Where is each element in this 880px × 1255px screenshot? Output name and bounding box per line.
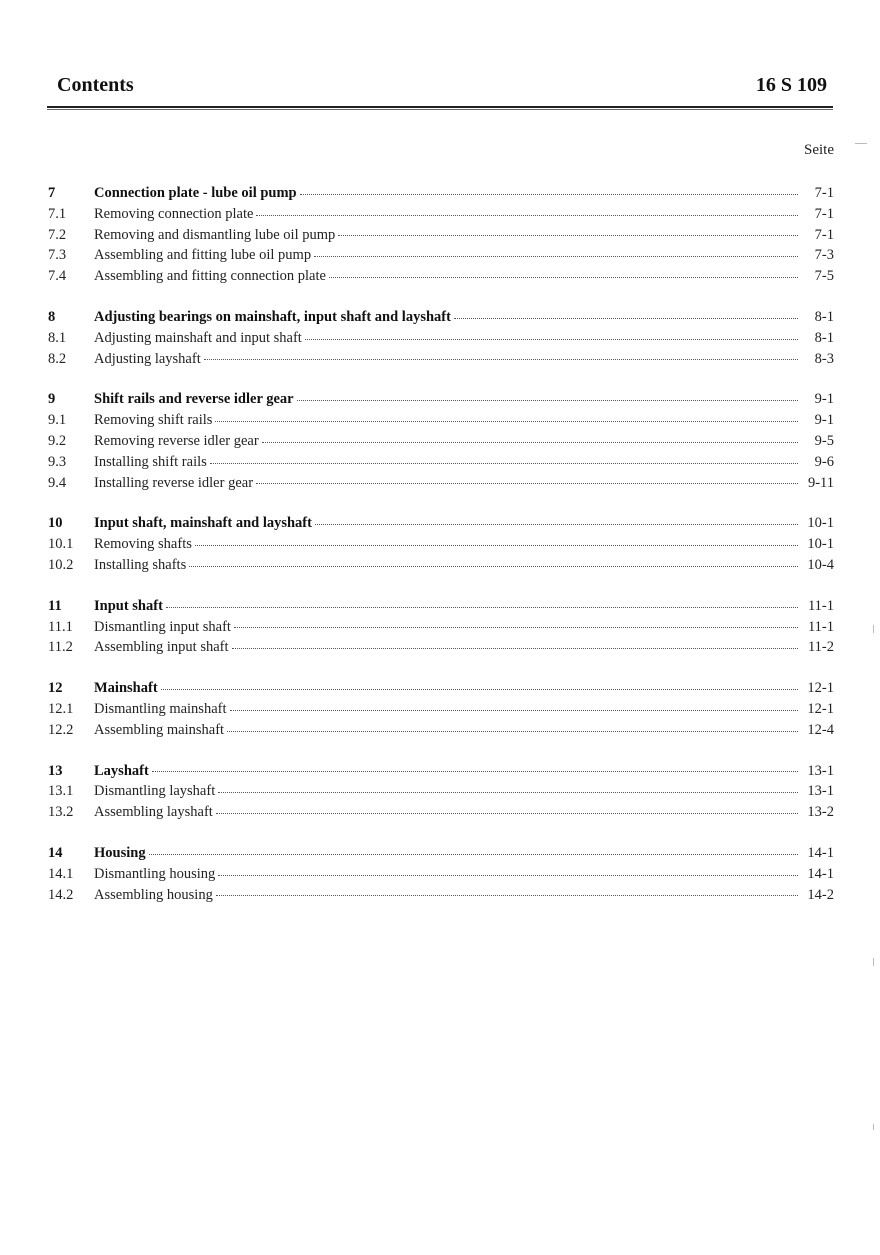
toc-chapter-entry[interactable] [48,389,834,410]
entry-number: 14.2 [48,886,74,903]
toc-section [48,389,834,493]
scan-artifact [873,625,874,633]
entry-page-number: 13-1 [807,783,834,800]
entry-page-number: 8-1 [814,308,834,325]
entry-number: 9.2 [48,432,67,449]
toc-section [48,761,834,823]
entry-number: 14 [48,844,63,861]
entry-page-number: 11-2 [807,639,834,656]
entry-number: 7.4 [48,268,67,285]
entry-page-number: 9-1 [814,391,834,408]
dot-leader [454,317,798,319]
page-header [57,74,827,104]
entry-title: Mainshaft [94,680,158,697]
dot-leader [256,482,798,484]
entry-number: 7.2 [48,226,67,243]
entry-number: 9.4 [48,474,67,491]
dot-leader [256,214,798,216]
entry-title: Dismantling input shaft [94,618,231,635]
toc-chapter-entry[interactable] [48,513,834,534]
dot-leader [149,853,798,855]
entry-page-number: 12-1 [807,700,834,717]
toc-subsection-entry[interactable] [48,204,834,225]
dot-leader [216,812,798,814]
toc-subsection-entry[interactable] [48,349,834,370]
toc-subsection-entry[interactable] [48,781,834,802]
toc-subsection-entry[interactable] [48,473,834,494]
entry-number: 13.2 [48,804,74,821]
toc-subsection-entry[interactable] [48,617,834,638]
toc-subsection-entry[interactable] [48,328,834,349]
page-column-label: Seite [804,142,834,158]
dot-leader [338,234,798,236]
dot-leader [227,730,798,732]
entry-title: Connection plate - lube oil pump [94,185,297,201]
entry-page-number: 10-1 [807,536,834,553]
dot-leader [297,399,798,401]
entry-page-number: 10-4 [807,556,834,573]
scan-artifact [873,958,874,966]
entry-number: 8 [48,308,56,325]
entry-title: Dismantling housing [94,865,216,882]
entry-number: 7.3 [48,247,67,264]
toc-subsection-entry[interactable] [48,452,834,473]
entry-title: Assembling input shaft [94,639,229,656]
entry-title: Assembling and fitting connection plate [94,268,326,285]
dot-leader [210,462,798,464]
entry-page-number: 12-1 [807,680,834,697]
toc-chapter-entry[interactable] [48,678,834,699]
scan-artifact [855,143,867,144]
entry-title: Layshaft [94,762,149,779]
document-number: 16 S 109 [755,74,827,96]
toc-chapter-entry[interactable] [48,596,834,617]
toc-subsection-entry[interactable] [48,864,834,885]
dot-leader [166,606,798,608]
entry-title: Assembling and fitting lube oil pump [94,247,312,264]
entry-title: Removing shift rails [94,412,213,429]
entry-page-number: 13-2 [807,804,834,821]
dot-leader [204,358,798,360]
entry-number: 8.1 [48,329,67,346]
dot-leader [262,441,798,443]
dot-leader [305,338,798,340]
toc-subsection-entry[interactable] [48,885,834,906]
dot-leader [314,255,798,257]
entry-number: 9.1 [48,412,67,429]
entry-title: Adjusting layshaft [94,350,201,367]
dot-leader [218,874,798,876]
entry-page-number: 7-1 [814,226,834,243]
toc-section [48,513,834,575]
entry-page-number: 11-1 [807,618,834,635]
dot-leader [234,626,798,628]
toc-subsection-entry[interactable] [48,225,834,246]
entry-number: 9 [48,391,56,408]
entry-number: 10.2 [48,556,74,573]
entry-page-number: 8-3 [814,350,834,367]
scan-artifact [873,1124,874,1130]
toc-chapter-entry[interactable] [48,843,834,864]
toc-subsection-entry[interactable] [48,720,834,741]
header-divider [47,106,833,110]
entry-title: Removing and dismantling lube oil pump [94,226,336,243]
table-of-contents [48,183,834,925]
entry-page-number: 9-11 [807,474,834,491]
toc-subsection-entry[interactable] [48,534,834,555]
toc-subsection-entry[interactable] [48,245,834,266]
entry-number: 9.3 [48,453,67,470]
entry-page-number: 7-1 [814,185,834,201]
entry-title: Removing connection plate [94,205,254,222]
entry-title: Adjusting mainshaft and input shaft [94,329,302,346]
entry-page-number: 7-3 [814,247,834,264]
toc-section [48,678,834,740]
toc-section [48,596,834,658]
entry-title: Dismantling layshaft [94,783,216,800]
entry-title: Installing shift rails [94,453,207,470]
entry-page-number: 8-1 [814,329,834,346]
entry-page-number: 12-4 [807,721,834,738]
entry-title: Assembling housing [94,886,213,903]
entry-number: 12.2 [48,721,74,738]
entry-title: Installing reverse idler gear [94,474,254,491]
toc-subsection-entry[interactable] [48,802,834,823]
entry-page-number: 9-1 [814,412,834,429]
entry-title: Input shaft, mainshaft and layshaft [94,515,312,532]
entry-page-number: 9-5 [814,432,834,449]
toc-section [48,843,834,905]
entry-page-number: 14-2 [807,886,834,903]
dot-leader [232,647,798,649]
entry-number: 7.1 [48,205,67,222]
entry-number: 13.1 [48,783,74,800]
dot-leader [300,193,798,195]
dot-leader [189,565,798,567]
entry-title: Housing [94,844,146,861]
toc-subsection-entry[interactable] [48,555,834,576]
entry-page-number: 14-1 [807,844,834,861]
entry-title: Adjusting bearings on mainshaft, input shaft and layshaft [94,308,451,325]
entry-number: 11.1 [48,618,73,635]
toc-section [48,307,834,369]
dot-leader [161,688,798,690]
toc-chapter-entry[interactable] [48,761,834,782]
dot-leader [215,420,798,422]
toc-subsection-entry[interactable] [48,431,834,452]
dot-leader [216,894,798,896]
toc-section [48,183,834,287]
entry-number: 13 [48,762,63,779]
toc-subsection-entry[interactable] [48,410,834,431]
entry-number: 12.1 [48,700,74,717]
entry-page-number: 10-1 [807,515,834,532]
entry-title: Removing reverse idler gear [94,432,259,449]
entry-page-number: 13-1 [807,762,834,779]
entry-title: Removing shafts [94,536,192,553]
dot-leader [152,770,798,772]
toc-subsection-entry[interactable] [48,699,834,720]
entry-number: 8.2 [48,350,67,367]
entry-title: Assembling layshaft [94,804,213,821]
entry-number: 11 [48,597,62,614]
dot-leader [315,523,798,525]
dot-leader [195,544,798,546]
toc-subsection-entry[interactable] [48,266,834,287]
toc-chapter-entry[interactable] [48,183,834,204]
entry-number: 12 [48,680,63,697]
toc-subsection-entry[interactable] [48,637,834,658]
dot-leader [230,709,799,711]
entry-title: Installing shafts [94,556,187,573]
entry-page-number: 11-1 [807,597,834,614]
dot-leader [329,276,798,278]
entry-title: Assembling mainshaft [94,721,225,738]
entry-number: 10.1 [48,536,74,553]
entry-page-number: 14-1 [807,865,834,882]
entry-number: 10 [48,515,63,532]
entry-title: Input shaft [94,597,163,614]
entry-title: Dismantling mainshaft [94,700,227,717]
entry-page-number: 7-5 [814,268,834,285]
page-title: Contents [57,74,134,96]
entry-page-number: 9-6 [814,453,834,470]
entry-title: Shift rails and reverse idler gear [94,391,294,408]
entry-number: 7 [48,185,56,201]
dot-leader [218,791,798,793]
entry-number: 14.1 [48,865,74,882]
entry-number: 11.2 [48,639,73,656]
entry-page-number: 7-1 [814,205,834,222]
toc-chapter-entry[interactable] [48,307,834,328]
